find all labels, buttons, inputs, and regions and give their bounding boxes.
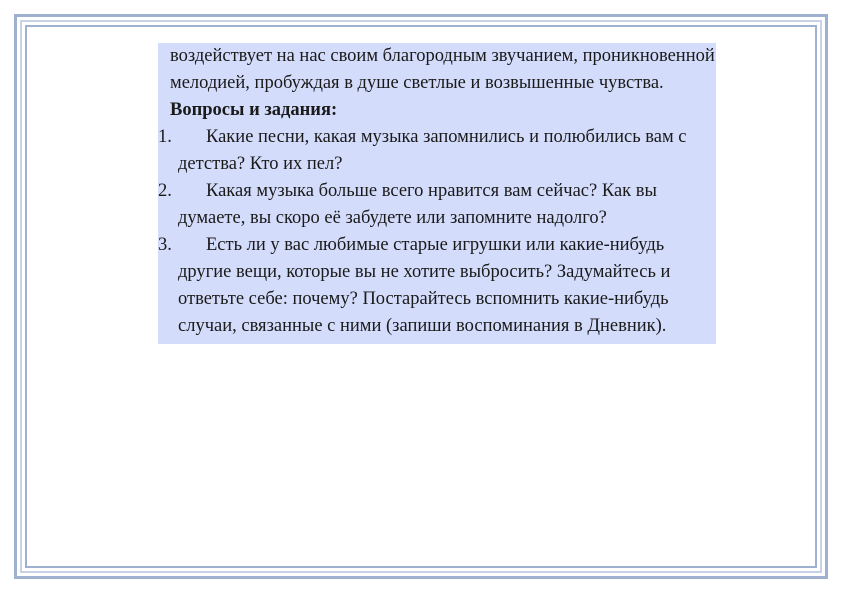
question-item [158, 232, 716, 340]
questions-list [158, 124, 716, 340]
section-heading: Вопросы и задания: [170, 100, 338, 120]
text-content-box[interactable] [158, 43, 716, 344]
question-number: 3. [158, 235, 172, 255]
question-item [158, 178, 716, 232]
intro-paragraph: воздействует на нас своим благородным звучанием, проникновенной мелодией, пробуждая в душе светлые и возвышенные чувства. [170, 46, 715, 93]
question-text: Есть ли у вас любимые старые игрушки или какие-нибудь другие вещи, которые вы не хотите выбросить? Задумайтесь и ответьте себе: почему? Постарайтесь вспомнить какие-нибудь случаи, связанные с ними (запиши воспоминания в Дневник). [178, 235, 671, 336]
question-number: 1. [158, 127, 172, 147]
question-item [158, 124, 716, 178]
question-text: Какая музыка больше всего нравится вам сейчас? Как вы думаете, вы скоро её забудете или запомните надолго? [178, 181, 657, 228]
question-number: 2. [158, 181, 172, 201]
question-text: Какие песни, какая музыка запомнились и полюбились вам с детства? Кто их пел? [178, 127, 687, 174]
